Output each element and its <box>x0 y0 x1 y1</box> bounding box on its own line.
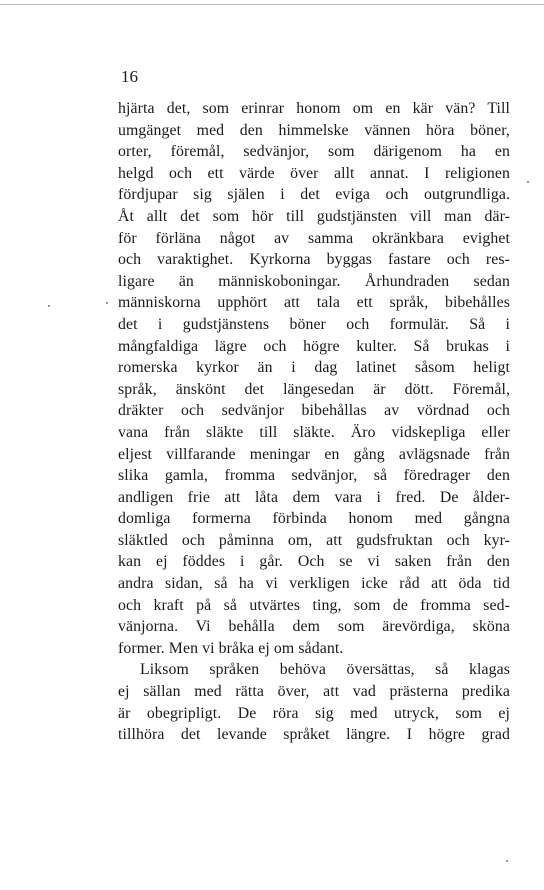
text-line: umgänget med den himmelske vännen höra böner, <box>118 121 510 139</box>
paper-speck <box>506 860 508 862</box>
text-line: släktled och påminna om, att gudsfruktan och kyr- <box>118 531 510 549</box>
text-line: helgd och ett värde över allt annat. I religionen <box>118 164 510 182</box>
text-line: former. Men vi bråka ej om sådant. <box>118 639 344 657</box>
text-line: mångfaldiga lägre och högre kulter. Så brukas i <box>118 337 510 355</box>
paper-speck <box>527 181 529 183</box>
text-line: fördjupar sig själen i det eviga och outgrundliga. <box>118 186 510 204</box>
text-line: vana från släkte till släkte. Äro vidskepliga eller <box>118 423 510 441</box>
text-line: slika gamla, fromma sedvänjor, så föredrager den <box>118 467 510 485</box>
text-line: ligare än människoboningar. Århundraden sedan <box>118 272 510 290</box>
text-line: och varaktighet. Kyrkorna byggas fastare och res- <box>118 251 510 269</box>
text-line: eljest villfarande meningar en gång avlägsnade från <box>118 445 510 463</box>
page-edge-line <box>0 4 544 5</box>
text-line: är obegripligt. De röra sig med utryck, som ej <box>118 704 510 722</box>
text-line: Åt allt det som hör till gudstjänsten vill man där- <box>118 207 510 225</box>
text-line: tillhöra det levande språket längre. I högre grad <box>118 726 510 744</box>
text-line: ej sällan med rätta över, att vad prästerna predika <box>118 683 510 701</box>
text-line: dräkter och sedvänjor bibehållas av vördnad och <box>118 402 510 420</box>
text-line: det i gudstjänstens böner och formulär. Så i <box>118 315 510 333</box>
paper-speck <box>106 302 108 304</box>
text-line: för förläna något av samma okränkbara evighet <box>118 229 510 247</box>
text-line: vänjorna. Vi behålla dem som ärevördiga, sköna <box>118 618 510 636</box>
text-line: och kraft på så utvärtes ting, som de fromma sed- <box>118 596 510 614</box>
text-line: orter, föremål, sedvänjor, som därigenom ha en <box>118 143 510 161</box>
paper-speck <box>48 305 50 307</box>
page-number: 16 <box>121 67 138 86</box>
text-line: språk, änskönt det längesedan är dött. Föremål, <box>118 380 510 398</box>
text-line: människorna upphört att tala ett språk, bibehålles <box>118 294 510 312</box>
body-text <box>118 98 510 746</box>
text-line: domliga formerna förbinda honom med gångna <box>118 510 510 528</box>
text-line: Liksom språken behöva översättas, så klagas <box>140 661 510 679</box>
text-line: andligen frie att låta dem vara i fred. De ålder- <box>118 488 510 506</box>
text-line: kan ej föddes i går. Och se vi saken från den <box>118 553 510 571</box>
text-line: hjärta det, som erinrar honom om en kär vän? Till <box>118 100 510 117</box>
text-line: andra sidan, så ha vi verkligen icke råd att öda tid <box>118 575 510 593</box>
text-line: romerska kyrkor än i dag latinet såsom heligt <box>118 359 510 377</box>
